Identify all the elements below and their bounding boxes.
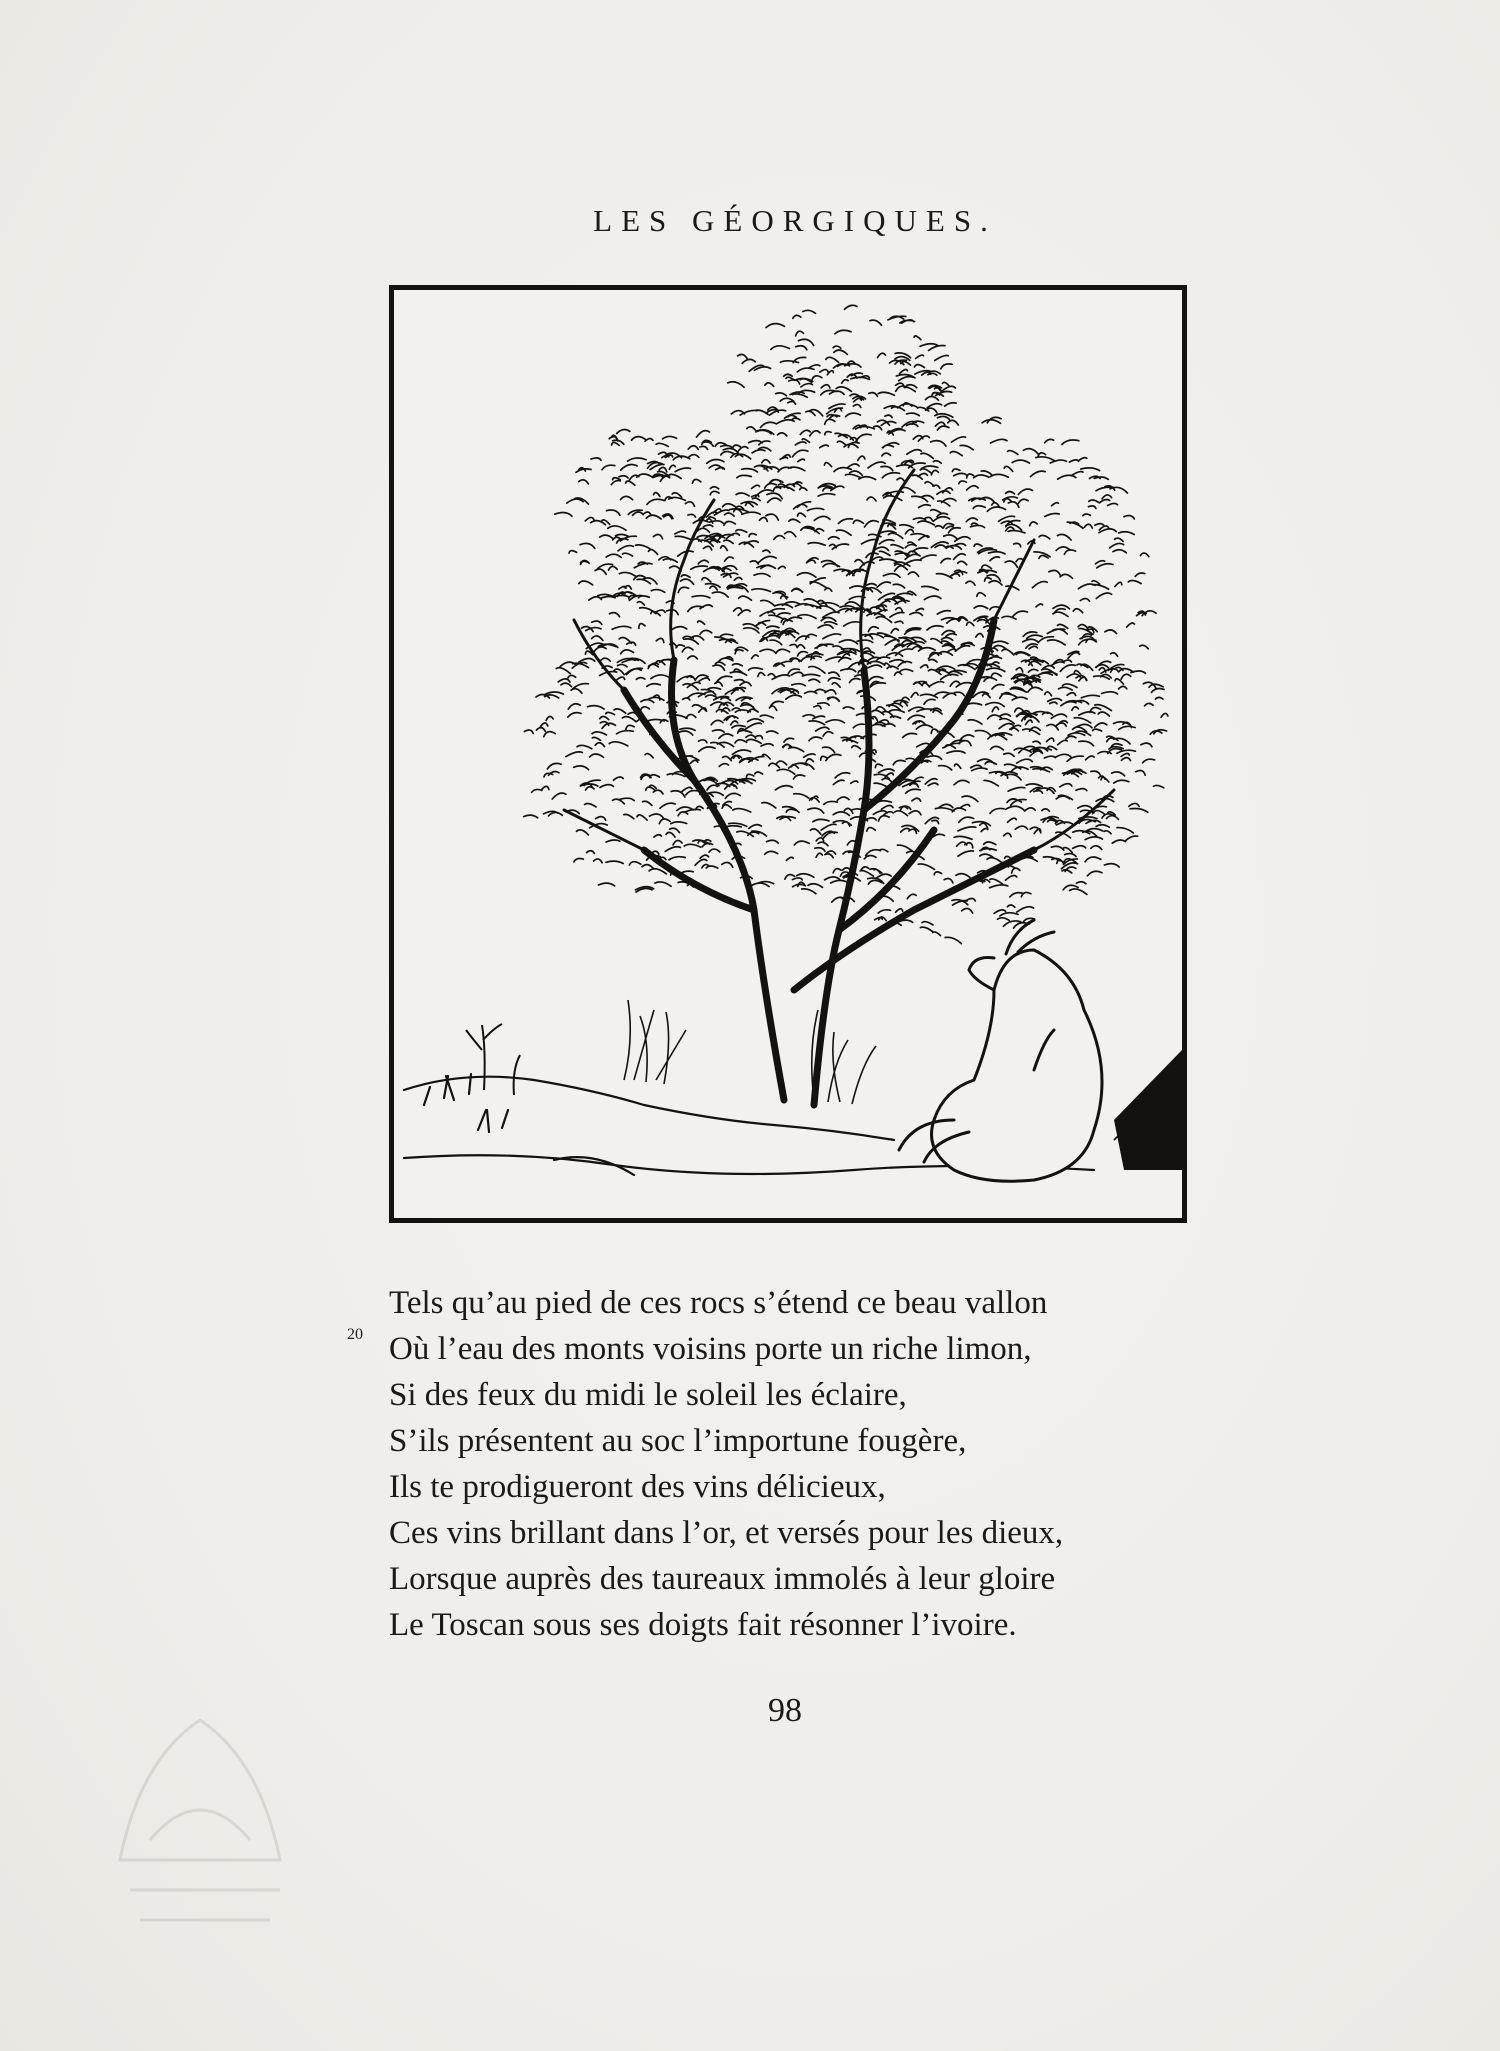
running-head: LES GÉORGIQUES.	[593, 203, 997, 238]
line-number: 20	[347, 1326, 363, 1343]
verse-line: Tels qu’au pied de ces rocs s’étend ce beau vallon	[389, 1285, 1048, 1321]
faded-ownership-stamp	[80, 1660, 320, 1960]
page-number: 98	[768, 1692, 802, 1729]
woodcut-illustration	[389, 285, 1187, 1223]
tree-woodcut-drawing	[394, 290, 1182, 1218]
verse-block	[347, 1280, 1289, 1648]
verse-line: Ils te prodigueront des vins délicieux,	[389, 1469, 886, 1505]
verse-line: Le Toscan sous ses doigts fait résonner l’ivoire.	[389, 1607, 1017, 1643]
verse-line: S’ils présentent au soc l’importune fougère,	[389, 1423, 967, 1459]
verse-line: Ces vins brillant dans l’or, et versés pour les dieux,	[389, 1515, 1064, 1551]
verse-line: Si des feux du midi le soleil les éclaire,	[389, 1377, 907, 1413]
foliage-hatching	[524, 305, 1168, 943]
verse-line: Lorsque auprès des taureaux immolés à leur gloire	[389, 1561, 1056, 1597]
verse-line: Où l’eau des monts voisins porte un riche limon,	[389, 1331, 1032, 1367]
